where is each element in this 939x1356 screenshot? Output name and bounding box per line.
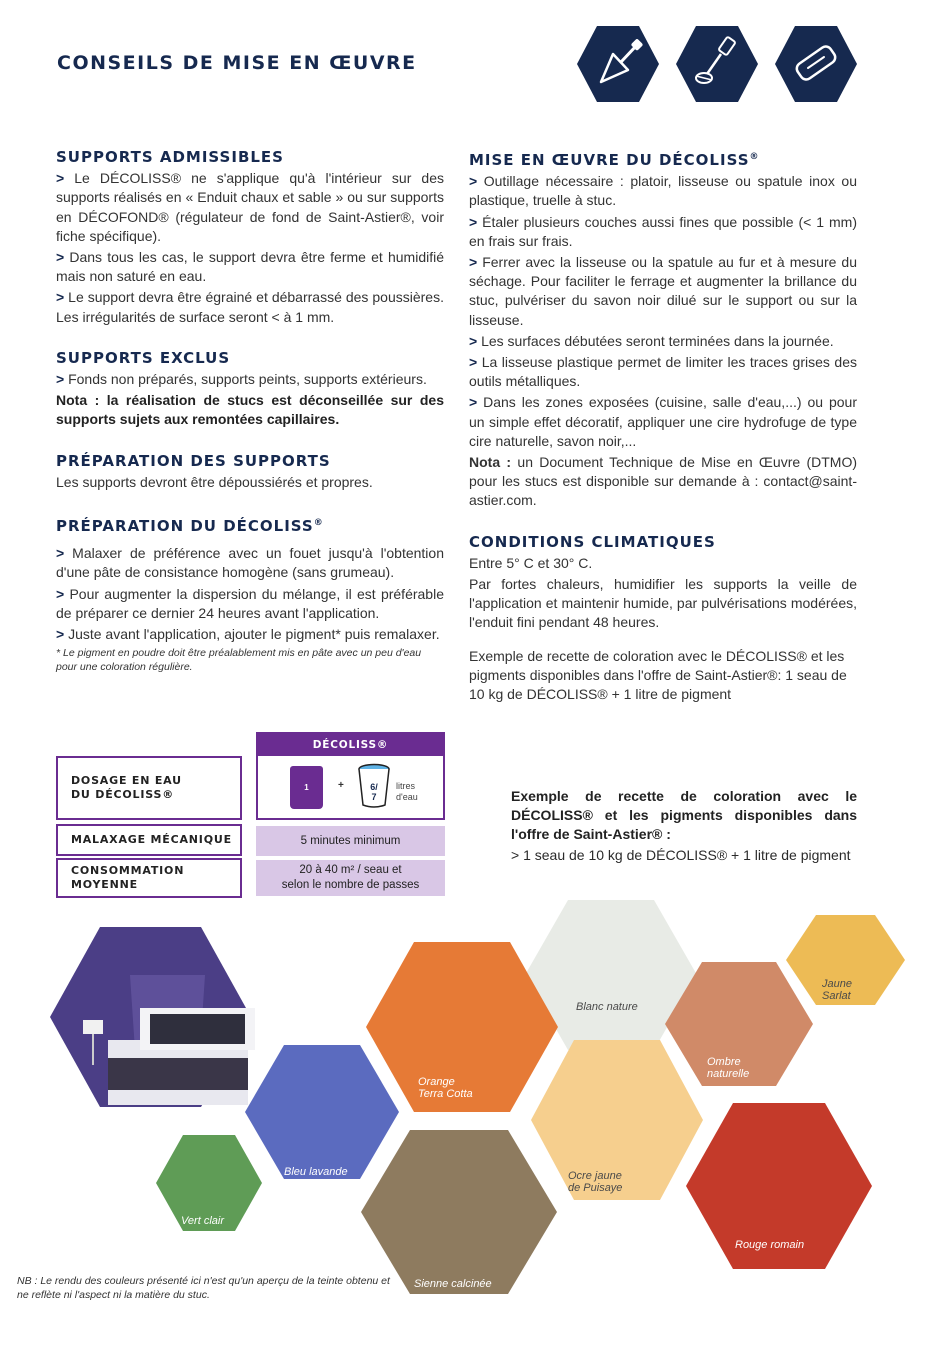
table-header: DÉCOLISS®	[256, 732, 445, 756]
water-dose: 6/ 7	[370, 782, 378, 802]
dosage-cell	[256, 756, 445, 820]
preparation-supports-text: Les supports devront être dépoussiérés et propres.	[56, 473, 373, 490]
swatch-label: Ombre naturelle	[707, 1056, 750, 1080]
water-unit: litres d'eau	[396, 781, 418, 802]
swatch-label: Orange Terra Cotta	[418, 1076, 473, 1100]
recipe-line: > 1 seau de 10 kg de DÉCOLISS® + 1 litre de pigment	[511, 847, 851, 863]
list-item: > Dans tous les cas, le support devra être ferme et humidifié mais non saturé en eau.	[56, 249, 444, 285]
mixer-icon	[675, 24, 759, 104]
list-item: > Juste avant l'application, ajouter le pigment* puis remalaxer.	[56, 626, 440, 643]
nota-text: Nota : un Document Technique de Mise en Œuvre (DTMO) pour les stucs est disponible sur demande à : contact@saint-astier.com.	[469, 454, 858, 509]
page-title: CONSEILS DE MISE EN ŒUVRE	[57, 52, 417, 74]
dosage-label: DOSAGE EN EAU DU DÉCOLISS®	[56, 756, 242, 820]
recipe-text: Exemple de recette de coloration avec le DÉCOLISS® et les pigments disponibles dans l'offre de Saint-Astier®: 1 seau de 10 kg de DÉCOLISS® + 1 litre de pigment	[469, 647, 847, 703]
list-item: > Malaxer de préférence avec un fouet jusqu'à l'obtention d'une pâte de consistance homogène (sans grumeau).	[56, 545, 444, 581]
list-item: > Ferrer avec la lisseuse ou la spatule au fur et à mesure du séchage. Pour faciliter le ferrage et augmenter la brillance du stuc, pulvériser du savon noir dilué sur le support ou sur la lisseuse.	[469, 254, 857, 328]
list-item: > Pour augmenter la dispersion du mélange, il est préférable de préparer ce dernier 24 heures avant l'application.	[56, 585, 444, 621]
pigment-footnote: * Le pigment en poudre doit être préalablement mis en pâte avec un peu d'eau pour une coloration régulière.	[56, 647, 422, 674]
color-disclaimer: NB : Le rendu des couleurs présenté ici n'est qu'un aperçu de la teinte obtenu et ne reflète ni l'aspect ni la matière du stuc.	[17, 1275, 390, 1301]
bedroom-photo	[50, 927, 255, 1107]
supports-exclus-heading: SUPPORTS EXCLUS	[56, 348, 231, 367]
trowel-icon	[576, 24, 660, 104]
consommation-value: 20 à 40 m² / seau et selon le nombre de passes	[256, 860, 445, 896]
swatch-label: Vert clair	[181, 1215, 224, 1227]
bag-icon: 1	[290, 766, 323, 809]
swatch-area	[0, 890, 939, 1310]
consommation-label: CONSOMMATION MOYENNE	[56, 858, 242, 898]
supports-admissibles-heading: SUPPORTS ADMISSIBLES	[56, 148, 284, 166]
float-icon	[774, 24, 858, 104]
nota-text: Nota : la réalisation de stucs est déconseillée sur des supports sujets aux remontées capillaires.	[56, 392, 444, 428]
left-column	[56, 148, 444, 674]
swatch-label: Blanc nature	[576, 1001, 638, 1013]
recipe-box	[511, 787, 857, 865]
conditions-text: Par fortes chaleurs, humidifier les supports la veille de l'application et maintenir humide, par pulvérisations modérées, l'enduit fini pendant 48 heures.	[469, 576, 857, 631]
swatch-sienne-calcinee	[361, 1130, 557, 1294]
conditions-line: Entre 5° C et 30° C.	[469, 554, 593, 571]
mise-en-oeuvre-heading: MISE EN ŒUVRE DU DÉCOLISS®	[469, 151, 760, 169]
recipe-intro: Exemple de recette de coloration avec le DÉCOLISS® et les pigments disponibles dans l'offre de Saint-Astier® :	[511, 788, 857, 842]
malaxage-label: MALAXAGE MÉCANIQUE	[56, 824, 242, 856]
swatch-label: Ocre jaune de Puisaye	[568, 1170, 623, 1194]
swatch-label: Rouge romain	[735, 1239, 805, 1251]
malaxage-value: 5 minutes minimum	[256, 826, 445, 856]
list-item: > Les surfaces débutées seront terminées dans la journée.	[469, 332, 834, 349]
swatch-label: Bleu lavande	[284, 1166, 348, 1178]
list-item: > Dans les zones exposées (cuisine, salle d'eau,...) ou pour un simple effet décoratif, appliquer une cire hydrofuge de type cire naturelle, savon noir,...	[469, 394, 857, 449]
list-item: > Le DÉCOLISS® ne s'applique qu'à l'intérieur sur des supports réalisés en « Enduit chaux et sable » ou sur supports en DÉCOFOND® (régulateur de fond de Saint-Astier®, voir fiche spécifique).	[56, 170, 444, 244]
list-item: > La lisseuse plastique permet de limiter les traces grises des outils métalliques.	[469, 354, 857, 390]
right-column	[469, 148, 857, 706]
list-item: > Étaler plusieurs couches aussi fines que possible (< 1 mm) en frais sur frais.	[469, 213, 857, 249]
list-item: > Outillage nécessaire : platoir, lisseuse ou spatule inox ou plastique, truelle à stuc.	[469, 173, 857, 209]
preparation-supports-heading: PRÉPARATION DES SUPPORTS	[56, 451, 331, 470]
swatch-bleu-lavande	[245, 1045, 399, 1179]
plus-sign: +	[338, 780, 344, 791]
preparation-decoliss-heading: PRÉPARATION DU DÉCOLISS®	[56, 517, 324, 536]
list-item: > Le support devra être égrainé et débarrassé des poussières. Les irrégularités de surface seront < à 1 mm.	[56, 289, 444, 325]
conditions-heading: CONDITIONS CLIMATIQUES	[469, 532, 716, 551]
list-item: > Fonds non préparés, supports peints, supports extérieurs.	[56, 371, 427, 388]
swatch-label: Jaune Sarlat	[822, 978, 852, 1002]
swatch-label: Sienne calcinée	[414, 1278, 492, 1290]
